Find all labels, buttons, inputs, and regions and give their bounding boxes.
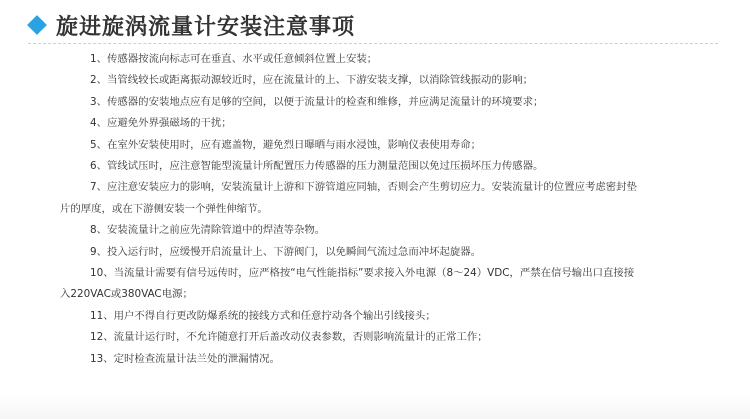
list-item: 1、传感器按流向标志可在垂直、水平或任意倾斜位置上安装； [90, 53, 378, 65]
list-item: 2、当管线较长或距离振动源较近时，应在流量计的上、下游安装支撑，以消除管线振动的影响； [90, 74, 534, 87]
list-item: 3、传感器的安装地点应有足够的空间，以便于流量计的检查和维修，并应满足流量计的环境要求； [90, 95, 544, 108]
list-item: 5、在室外安装使用时，应有遮盖物，避免烈日曝晒与雨水浸蚀，影响仪表使用寿命； [90, 138, 482, 151]
list-item: 6、管线试压时，应注意智能型流量计所配置压力传感器的压力测量范围以免过压损坏压力传感器。 [90, 160, 544, 173]
bottom-fade [0, 393, 750, 419]
list-item-continuation: 入220VAC或380VAC电源； [60, 288, 193, 301]
list-item: 7、应注意安装应力的影响，安装流量计上游和下游管道应同轴，否则会产生剪切应力。安装流量计的位置应考虑密封垫 [90, 181, 637, 194]
precautions-list [60, 49, 708, 370]
list-item: 8、安装流量计之前应先清除管道中的焊渣等杂物。 [90, 224, 326, 237]
page-title: 旋进旋涡流量计安装注意事项 [56, 14, 356, 40]
list-item-continuation: 片的厚度，或在下游侧安装一个弹性伸缩节。 [60, 202, 268, 215]
list-item: 9、投入运行时，应缓慢开启流量计上、下游阀门，以免瞬间气流过急而冲坏起旋器。 [90, 245, 482, 258]
title-divider [28, 43, 718, 44]
list-item: 11、用户不得自行更改防爆系统的接线方式和任意拧动各个输出引线接头； [90, 309, 436, 322]
list-item: 4、应避免外界强磁场的干扰； [90, 117, 232, 130]
list-item: 10、当流量计需要有信号远传时，应严格按“电气性能指标”要求接入外电源（8～24）VDC，严禁在信号输出口直接接 [90, 267, 635, 280]
list-item: 12、流量计运行时，不允许随意打开后盖改动仪表参数，否则影响流量计的正常工作； [90, 331, 488, 344]
header [26, 8, 355, 42]
list-item: 13、定时检查流量计法兰处的泄漏情况。 [90, 352, 280, 365]
diamond-icon [27, 15, 47, 35]
